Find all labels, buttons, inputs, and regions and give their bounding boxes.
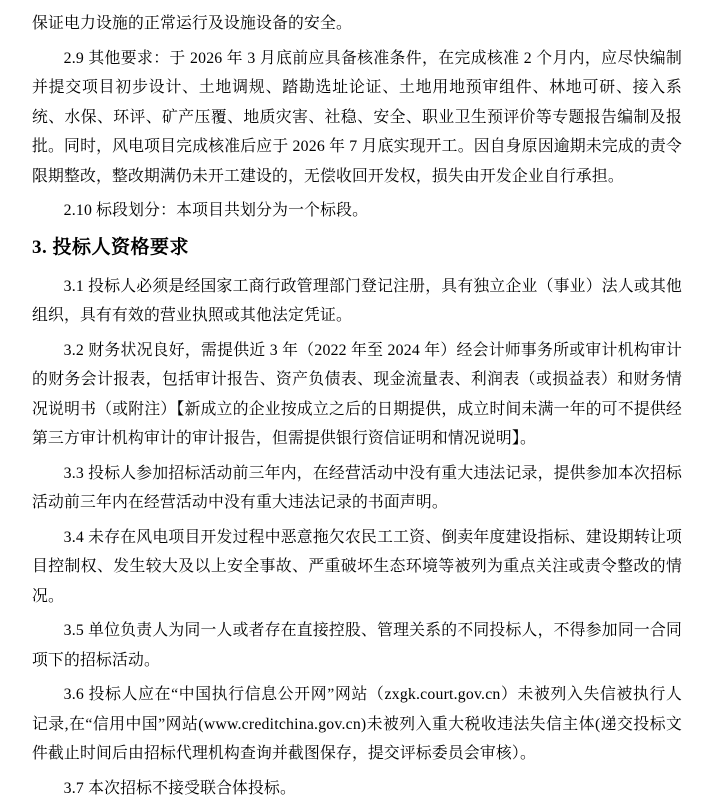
section-heading-bidder-qualification: 3. 投标人资格要求 xyxy=(32,233,682,263)
paragraph-3-7-no-consortium: 3.7 本次招标不接受联合体投标。 xyxy=(32,774,682,803)
paragraph-3-4-no-misconduct: 3.4 未存在风电项目开发过程中恶意拖欠农民工工资、倒卖年度建设指标、建设期转让项目控制权、发生较大及以上安全事故、严重破坏生态环境等被列为重点关注或责令整改的情况。 xyxy=(32,523,682,612)
paragraph-safety-continuation: 保证电力设施的正常运行及设施设备的安全。 xyxy=(32,9,682,39)
paragraph-2-10-lot-division: 2.10 标段划分：本项目共划分为一个标段。 xyxy=(32,196,682,226)
paragraph-2-9-other-requirements: 2.9 其他要求：于 2026 年 3 月底前应具备核准条件，在完成核准 2 个月内，应尽快编制并提交项目初步设计、土地调规、踏勘选址论证、土地用地预审组件、林地可研、接入系统、水保、环评、矿产压覆、地质灾害、社稳、安全、职业卫生预评价等专题报告编制及报批。同时，风电项目完成核准后应于 2026 年 7 月底实现开工。因自身原因逾期未完成的责令限期整改，整改期满仍未开工建设的，无偿收回开发权，损失由开发企业自行承担。 xyxy=(32,44,682,192)
paragraph-3-5-same-person-restriction: 3.5 单位负责人为同一人或者存在直接控股、管理关系的不同投标人，不得参加同一合同项下的招标活动。 xyxy=(32,616,682,675)
paragraph-3-6-credit-websites: 3.6 投标人应在“中国执行信息公开网”网站（zxgk.court.gov.cn）未被列入失信被执行人记录,在“信用中国”网站(www.creditchina.gov.cn)未被列入重大税收违法失信主体(递交投标文件截止时间后由招标代理机构查询并截图保存，提交评标委员会审核）。 xyxy=(32,680,682,769)
paragraph-3-3-no-violation-record: 3.3 投标人参加招标活动前三年内，在经营活动中没有重大违法记录，提供参加本次招标活动前三年内在经营活动中没有重大违法记录的书面声明。 xyxy=(32,459,682,518)
paragraph-3-1-registration: 3.1 投标人必须是经国家工商行政管理部门登记注册，具有独立企业（事业）法人或其他组织，具有有效的营业执照或其他法定凭证。 xyxy=(32,272,682,331)
paragraph-3-2-financial-status: 3.2 财务状况良好，需提供近 3 年（2022 年至 2024 年）经会计师事务所或审计机构审计的财务会计报表，包括审计报告、资产负债表、现金流量表、利润表（或损益表）和财务情况说明书（或附注）【新成立的企业按成立之后的日期提供，成立时间未满一年的可不提供经第三方审计机构审计的审计报告，但需提供银行资信证明和情况说明】。 xyxy=(32,336,682,454)
